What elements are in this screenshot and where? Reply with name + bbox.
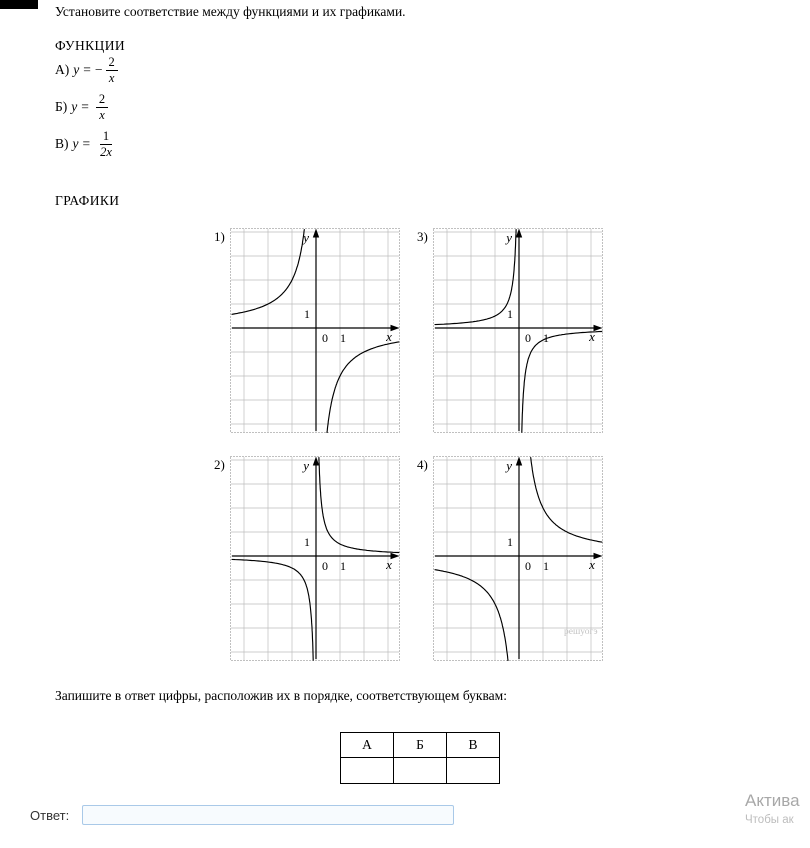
graph-panel-3 bbox=[415, 228, 603, 433]
graph-number-label: 4) bbox=[417, 457, 428, 472]
graph-panel-4 bbox=[415, 456, 603, 661]
graph-number-label: 2) bbox=[214, 457, 225, 472]
answer-table-cell-v bbox=[447, 758, 500, 784]
svg-text:1: 1 bbox=[543, 331, 549, 345]
fraction-numerator: 1 bbox=[100, 129, 112, 144]
svg-text:0: 0 bbox=[322, 331, 328, 345]
answer-table-header-v: В bbox=[447, 733, 500, 758]
svg-text:решуогэ: решуогэ bbox=[564, 627, 598, 637]
fraction-denominator: 2x bbox=[100, 144, 112, 159]
svg-text:y: y bbox=[303, 458, 309, 473]
function-item-b bbox=[55, 92, 118, 122]
fraction bbox=[97, 129, 115, 159]
svg-text:1: 1 bbox=[340, 331, 346, 345]
fraction-numerator: 2 bbox=[106, 55, 118, 70]
equals-sign: = bbox=[81, 99, 89, 114]
function-item-v bbox=[55, 129, 118, 159]
svg-text:x: x bbox=[589, 557, 595, 572]
fraction bbox=[96, 92, 108, 122]
answer-table-header-b: Б bbox=[394, 733, 447, 758]
function-item-a bbox=[55, 55, 118, 85]
svg-text:x: x bbox=[589, 329, 595, 344]
graphs-heading: ГРАФИКИ bbox=[55, 193, 120, 208]
function-label: А) bbox=[55, 62, 70, 77]
answer-table-value-row bbox=[341, 758, 500, 784]
function-variable: y bbox=[71, 99, 78, 114]
windows-activation-watermark-line2: Чтобы ак bbox=[745, 814, 794, 826]
corner-mark bbox=[0, 0, 38, 9]
answer-instruction: Запишите в ответ цифры, расположив их в порядке, соответствующем буквам: bbox=[55, 688, 507, 703]
function-variable: y bbox=[72, 136, 79, 151]
graphs-grid bbox=[212, 228, 603, 661]
graph-panel-1 bbox=[212, 228, 400, 433]
svg-text:x: x bbox=[386, 557, 392, 572]
minus-sign: − bbox=[94, 62, 103, 77]
fraction bbox=[106, 55, 118, 85]
function-graph-svg bbox=[230, 456, 400, 661]
svg-text:x: x bbox=[386, 329, 392, 344]
fraction-denominator: x bbox=[99, 107, 105, 122]
function-graph-svg bbox=[433, 456, 603, 661]
task-title: Установите соответствие между функциями и их графиками. bbox=[55, 4, 406, 19]
graph-plot-3 bbox=[433, 228, 603, 433]
functions-list bbox=[55, 55, 118, 166]
function-graph-svg bbox=[433, 228, 603, 433]
svg-text:1: 1 bbox=[507, 307, 513, 321]
windows-activation-watermark-line1: Актива bbox=[745, 791, 800, 810]
fraction-numerator: 2 bbox=[96, 92, 108, 107]
answer-table-header-a: А bbox=[341, 733, 394, 758]
answer-table-cell-b bbox=[394, 758, 447, 784]
svg-text:0: 0 bbox=[525, 331, 531, 345]
function-variable: y bbox=[73, 62, 80, 77]
answer-table-header-row bbox=[341, 733, 500, 758]
function-graph-svg bbox=[230, 228, 400, 433]
function-label: В) bbox=[55, 136, 69, 151]
svg-text:1: 1 bbox=[304, 535, 310, 549]
function-label: Б) bbox=[55, 99, 68, 114]
svg-text:1: 1 bbox=[340, 559, 346, 573]
svg-text:1: 1 bbox=[507, 535, 513, 549]
svg-text:1: 1 bbox=[304, 307, 310, 321]
svg-text:y: y bbox=[303, 230, 309, 245]
graph-number-label: 3) bbox=[417, 229, 428, 244]
svg-text:y: y bbox=[506, 230, 512, 245]
answer-table-cell-a bbox=[341, 758, 394, 784]
equals-sign: = bbox=[83, 62, 91, 77]
functions-heading: ФУНКЦИИ bbox=[55, 38, 125, 53]
svg-text:0: 0 bbox=[525, 559, 531, 573]
svg-text:0: 0 bbox=[322, 559, 328, 573]
svg-text:y: y bbox=[506, 458, 512, 473]
graph-plot-1 bbox=[230, 228, 400, 433]
graph-number-label: 1) bbox=[214, 229, 225, 244]
svg-text:1: 1 bbox=[543, 559, 549, 573]
fraction-denominator: x bbox=[108, 70, 115, 85]
graph-plot-4 bbox=[433, 456, 603, 661]
graph-plot-2 bbox=[230, 456, 400, 661]
equals-sign: = bbox=[82, 136, 91, 151]
answer-table bbox=[340, 732, 500, 784]
answer-label: Ответ: bbox=[30, 808, 70, 823]
answer-input[interactable] bbox=[82, 805, 454, 825]
graph-panel-2 bbox=[212, 456, 400, 661]
